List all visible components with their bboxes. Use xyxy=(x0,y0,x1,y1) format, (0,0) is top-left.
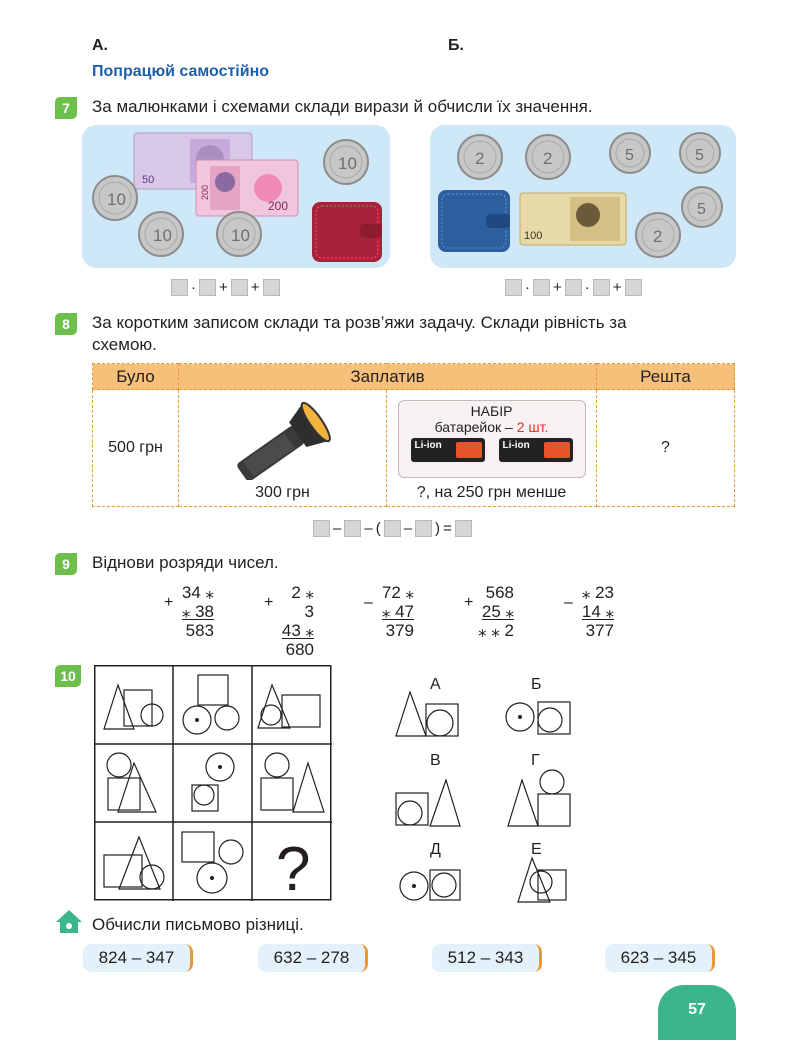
formula-task8 xyxy=(313,520,472,537)
sign: – xyxy=(564,594,573,611)
column-example-2 xyxy=(264,583,314,659)
operator: + xyxy=(250,279,260,296)
money-illustration-left xyxy=(82,125,390,268)
operator: – xyxy=(403,520,413,537)
result-number: 377 xyxy=(585,621,614,640)
task-number-8: 8 xyxy=(55,313,77,335)
coin-10 xyxy=(217,212,261,256)
top-number: 34 ⁎ xyxy=(181,583,214,602)
option-g-shapes xyxy=(508,770,570,826)
column-b-label: Б. xyxy=(448,37,464,54)
homework-item: 512 – 343 xyxy=(432,944,542,972)
operator: ) xyxy=(435,520,441,537)
battery-price: ?, на 250 грн менше xyxy=(416,484,567,501)
battery-label: Li-ion xyxy=(414,440,442,451)
coin-2 xyxy=(458,135,502,179)
cell-shapes xyxy=(104,837,164,889)
task-number-10: 10 xyxy=(55,665,81,687)
section-title: Попрацюй самостійно xyxy=(92,63,270,80)
option-b-shapes xyxy=(506,702,570,734)
formula-left xyxy=(171,279,280,296)
battery-count: 2 шт. xyxy=(516,419,549,435)
answer-box[interactable] xyxy=(344,520,361,537)
rest-value: ? xyxy=(661,439,670,456)
short-notation-table xyxy=(92,363,735,507)
mid-number: ⁎ 38 xyxy=(181,602,214,621)
operator: – xyxy=(333,520,342,537)
sign: + xyxy=(464,594,474,611)
option-a-shapes xyxy=(396,692,458,736)
answer-box[interactable] xyxy=(625,279,642,296)
cell-flashlight xyxy=(179,390,387,507)
wallet-red xyxy=(312,202,382,262)
result-number: ⁎ ⁎ 2 xyxy=(478,621,514,640)
missing-figure-mark: ? xyxy=(276,835,311,901)
task-number-7: 7 xyxy=(55,97,77,119)
option-label-a: А xyxy=(430,676,441,693)
answer-box[interactable] xyxy=(199,279,216,296)
operator: · xyxy=(584,279,590,296)
page-number: 57 xyxy=(658,985,736,1040)
operator: ( xyxy=(375,520,381,537)
top-number: ⁎ 23 xyxy=(581,583,614,602)
svg-text:10: 10 xyxy=(231,226,250,245)
option-label-e: Е xyxy=(531,841,542,858)
battery-set-title: НАБІР xyxy=(470,403,513,419)
svg-text:10: 10 xyxy=(107,190,126,209)
mid-number: 14 ⁎ xyxy=(581,602,614,621)
money-illustration-right xyxy=(430,125,736,268)
svg-text:5: 5 xyxy=(697,201,706,218)
battery-set-text: батарейок – xyxy=(434,419,513,435)
cell-batteries xyxy=(387,390,597,507)
svg-text:50: 50 xyxy=(142,174,155,186)
mid-number: ⁎ 47 xyxy=(381,602,414,621)
was-value: 500 грн xyxy=(108,439,163,456)
answer-box[interactable] xyxy=(565,279,582,296)
result-number: 583 xyxy=(185,621,214,640)
answer-box[interactable] xyxy=(593,279,610,296)
answer-options xyxy=(392,690,582,912)
operator: + xyxy=(553,279,562,296)
homework-item: 632 – 278 xyxy=(258,944,368,972)
coin-10 xyxy=(93,176,137,220)
cell-shapes xyxy=(104,685,163,729)
answer-box[interactable] xyxy=(384,520,401,537)
option-d-shapes xyxy=(400,870,460,900)
option-label-b: Б xyxy=(531,676,542,693)
svg-text:5: 5 xyxy=(625,147,634,164)
cell-shapes xyxy=(261,753,324,812)
result-number: 680 xyxy=(285,640,314,659)
header-paid: Заплатив xyxy=(179,364,597,390)
shape-grid xyxy=(94,665,332,901)
svg-text:2: 2 xyxy=(475,149,485,168)
task-8-text-line2: схемою. xyxy=(92,335,157,354)
top-number: 2 ⁎ 3 xyxy=(291,583,314,621)
answer-box[interactable] xyxy=(263,279,280,296)
option-label-g: Г xyxy=(531,752,540,769)
home-icon xyxy=(55,908,83,934)
top-number: 568 xyxy=(485,583,514,602)
option-label-d: Д xyxy=(430,841,441,858)
answer-box[interactable] xyxy=(231,279,248,296)
battery-set-card xyxy=(398,400,586,478)
operator: + xyxy=(612,279,622,296)
column-example-5 xyxy=(564,583,614,640)
operator: · xyxy=(525,279,530,296)
coin-10 xyxy=(324,140,368,184)
svg-text:5: 5 xyxy=(695,147,704,164)
task-number-9: 9 xyxy=(55,553,77,575)
top-number: 72 ⁎ xyxy=(381,583,414,602)
sign: – xyxy=(364,594,373,611)
task-7-text: За малюнками і схемами склади вирази й обчисли їх значення. xyxy=(92,97,593,116)
homework-text: Обчисли письмово різниці. xyxy=(92,915,304,934)
answer-box[interactable] xyxy=(505,279,522,296)
operator: = xyxy=(443,520,452,537)
cell-shapes xyxy=(182,832,243,893)
answer-box[interactable] xyxy=(313,520,330,537)
column-example-4 xyxy=(464,583,514,640)
option-label-v: В xyxy=(430,752,441,769)
cell-was xyxy=(93,390,179,507)
svg-text:10: 10 xyxy=(153,226,172,245)
svg-text:100: 100 xyxy=(524,230,543,242)
wallet-blue xyxy=(438,190,510,252)
operator: – xyxy=(364,520,373,537)
banknote-200 xyxy=(196,160,298,216)
battery-icon xyxy=(499,438,573,462)
homework-item: 824 – 347 xyxy=(83,944,193,972)
coin-5 xyxy=(610,133,650,173)
banknote-100 xyxy=(520,193,626,245)
column-a-label: А. xyxy=(92,37,108,54)
answer-box[interactable] xyxy=(171,279,188,296)
coin-5 xyxy=(680,133,720,173)
money-panel-left xyxy=(82,125,390,268)
cell-shapes xyxy=(183,675,239,734)
task-9-text: Віднови розряди чисел. xyxy=(92,553,279,572)
column-example-1 xyxy=(164,583,214,640)
coin-2 xyxy=(526,135,570,179)
coin-2 xyxy=(636,213,680,257)
operator: + xyxy=(219,279,228,296)
answer-box[interactable] xyxy=(455,520,472,537)
operator: · xyxy=(191,279,196,296)
cell-shapes xyxy=(258,685,320,728)
mid-number: 43 ⁎ xyxy=(281,621,314,640)
header-was: Було xyxy=(93,364,179,390)
sign: + xyxy=(264,594,274,611)
column-example-3 xyxy=(364,583,414,640)
header-rest: Решта xyxy=(597,364,735,390)
result-number: 379 xyxy=(385,621,414,640)
flashlight-price: 300 грн xyxy=(255,484,310,501)
cell-shapes xyxy=(107,753,156,812)
homework-item: 623 – 345 xyxy=(605,944,715,972)
svg-text:2: 2 xyxy=(653,227,663,246)
svg-text:2: 2 xyxy=(543,149,553,168)
answer-box[interactable] xyxy=(415,520,432,537)
sign: + xyxy=(164,594,174,611)
battery-label: Li-ion xyxy=(502,440,530,451)
flashlight-image xyxy=(223,400,343,480)
task-8-text-line1: За коротким записом склади та розв’яжи задачу. Склади рівність за xyxy=(92,313,627,332)
cell-shapes xyxy=(192,753,234,811)
option-v-shapes xyxy=(396,780,460,826)
money-panel-right xyxy=(430,125,736,268)
svg-text:10: 10 xyxy=(338,154,357,173)
battery-icon xyxy=(411,438,485,462)
answer-box[interactable] xyxy=(533,279,550,296)
cell-rest xyxy=(597,390,735,507)
mid-number: 25 ⁎ xyxy=(481,602,514,621)
svg-text:200: 200 xyxy=(200,184,210,200)
svg-text:200: 200 xyxy=(268,199,289,213)
coin-5 xyxy=(682,187,722,227)
option-e-shapes xyxy=(518,858,566,902)
coin-10 xyxy=(139,212,183,256)
formula-right xyxy=(505,279,642,296)
